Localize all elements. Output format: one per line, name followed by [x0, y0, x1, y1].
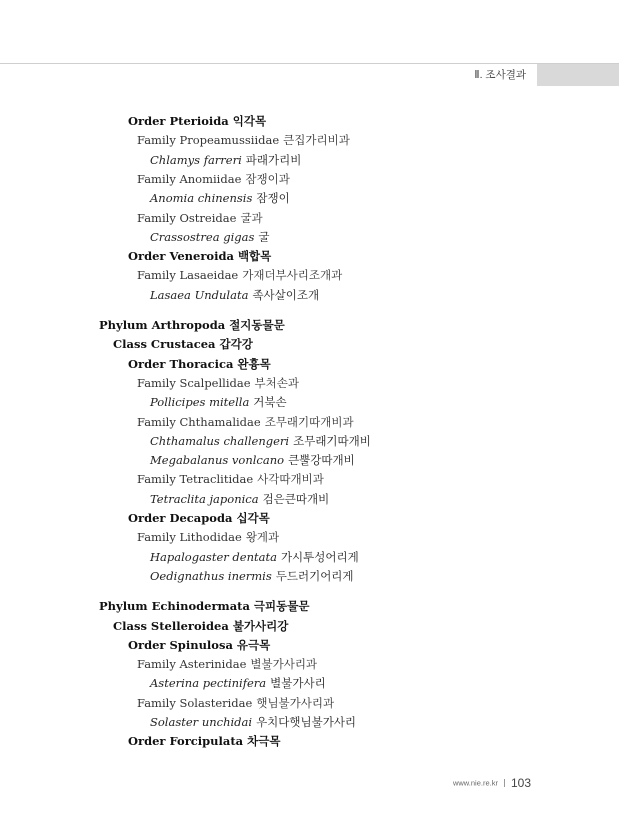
korean-name: 우치다햇님불가사리 — [256, 715, 357, 729]
korean-name: 잠쟁이 — [256, 191, 290, 205]
footer-separator — [504, 779, 505, 787]
family-row — [137, 375, 299, 391]
korean-name: 십각목 — [236, 511, 270, 525]
scientific-name: Family Ostreidae — [137, 211, 237, 225]
korean-name: 굴 — [258, 230, 270, 244]
scientific-name: Order Veneroida — [128, 249, 234, 263]
korean-name: 별불가사리 — [270, 676, 326, 690]
scientific-name: Asterina pectinifera — [150, 676, 267, 690]
order-row — [128, 356, 271, 372]
scientific-name: Crassostrea gigas — [150, 230, 255, 244]
scientific-name: Solaster unchidai — [150, 715, 253, 729]
korean-name: 햇님불가사리과 — [256, 696, 335, 710]
species-row — [150, 287, 319, 303]
korean-name: 익각목 — [232, 114, 267, 128]
family-row — [137, 695, 334, 711]
family-row — [137, 471, 324, 487]
korean-name: 가시투성어리게 — [280, 550, 359, 564]
species-row — [150, 152, 301, 168]
scientific-name: Family Propeamussiidae — [137, 133, 280, 147]
korean-name: 큰집가리비과 — [283, 133, 350, 147]
scientific-name: Class Stelleroidea — [113, 619, 229, 633]
scientific-name: Family Chthamalidae — [137, 415, 261, 429]
chapter-tab — [537, 64, 619, 86]
korean-name: 왕게과 — [245, 530, 280, 544]
korean-name: 파래가리비 — [245, 153, 302, 167]
header-rule — [0, 63, 619, 64]
order-row — [128, 510, 270, 526]
korean-name: 불가사리강 — [232, 619, 289, 633]
family-row — [137, 529, 279, 545]
korean-name: 검은큰따개비 — [262, 492, 330, 506]
korean-name: 거북손 — [253, 395, 287, 409]
family-row — [137, 132, 350, 148]
scientific-name: Order Forcipulata — [128, 734, 244, 748]
scientific-name: Family Scalpellidae — [137, 376, 251, 390]
scientific-name: Class Crustacea — [113, 337, 216, 351]
species-row — [150, 433, 371, 449]
class-row — [113, 336, 253, 352]
korean-name: 조무래기따개비 — [293, 434, 371, 448]
korean-name: 갑각강 — [219, 337, 253, 351]
order-row — [128, 248, 271, 264]
footer — [453, 774, 531, 792]
scientific-name: Lasaea Undulata — [150, 288, 249, 302]
scientific-name: Oedignathus inermis — [150, 569, 272, 583]
order-row — [128, 733, 280, 749]
korean-name: 사각따개비과 — [257, 472, 324, 486]
species-row — [150, 190, 290, 206]
species-row — [150, 452, 355, 468]
family-row — [137, 414, 354, 430]
scientific-name: Chthamalus challengeri — [150, 434, 290, 448]
scientific-name: Phylum Echinodermata — [99, 599, 250, 613]
family-row — [137, 267, 342, 283]
scientific-name: Family Lithodidae — [137, 530, 242, 544]
korean-name: 절지동물문 — [229, 318, 285, 332]
phylum-row — [99, 317, 285, 333]
korean-name: 큰뿔강따개비 — [288, 453, 355, 467]
korean-name: 족사살이조개 — [252, 288, 320, 302]
phylum-row — [99, 598, 309, 614]
species-row — [150, 394, 287, 410]
korean-name: 극피동물문 — [253, 599, 310, 613]
family-row — [137, 171, 290, 187]
scientific-name: Anomia chinensis — [150, 191, 253, 205]
species-row — [150, 714, 356, 730]
chapter-label: Ⅱ. 조사결과 — [474, 69, 526, 81]
korean-name: 차극목 — [247, 734, 281, 748]
korean-name: 백합목 — [237, 249, 272, 263]
scientific-name: Order Spinulosa — [128, 638, 233, 652]
korean-name: 굴과 — [240, 211, 263, 225]
family-row — [137, 656, 317, 672]
scientific-name: Family Solasteridae — [137, 696, 253, 710]
page-number: 103 — [510, 775, 531, 790]
korean-name: 유극목 — [236, 638, 271, 652]
scientific-name: Family Lasaeidae — [137, 268, 239, 282]
korean-name: 조무래기따개비과 — [264, 415, 354, 429]
scientific-name: Order Decapoda — [128, 511, 233, 525]
scientific-name: Family Tetraclitidae — [137, 472, 254, 486]
scientific-name: Family Asterinidae — [137, 657, 247, 671]
order-row — [128, 113, 266, 129]
scientific-name: Pollicipes mitella — [150, 395, 250, 409]
scientific-name: Chlamys farreri — [150, 153, 242, 167]
species-row — [150, 491, 329, 507]
species-row — [150, 568, 354, 584]
footer-url: www.nie.re.kr — [452, 778, 498, 788]
korean-name: 완흉목 — [237, 357, 271, 371]
scientific-name: Family Anomiidae — [137, 172, 242, 186]
species-row — [150, 229, 270, 245]
korean-name: 잠쟁이과 — [245, 172, 290, 186]
species-row — [150, 549, 359, 565]
scientific-name: Order Pterioida — [128, 114, 229, 128]
scientific-name: Phylum Arthropoda — [99, 318, 226, 332]
korean-name: 부처손과 — [254, 376, 299, 390]
korean-name: 가재더부사리조개과 — [242, 268, 343, 282]
scientific-name: Hapalogaster dentata — [150, 550, 277, 564]
species-row — [150, 675, 326, 691]
scientific-name: Tetraclita japonica — [150, 492, 259, 506]
scientific-name: Megabalanus vonlcano — [150, 453, 285, 467]
order-row — [128, 637, 270, 653]
class-row — [113, 618, 288, 634]
korean-name: 두드러기어리게 — [275, 569, 354, 583]
scientific-name: Order Thoracica — [128, 357, 234, 371]
korean-name: 별불가사리과 — [250, 657, 318, 671]
family-row — [137, 210, 263, 226]
